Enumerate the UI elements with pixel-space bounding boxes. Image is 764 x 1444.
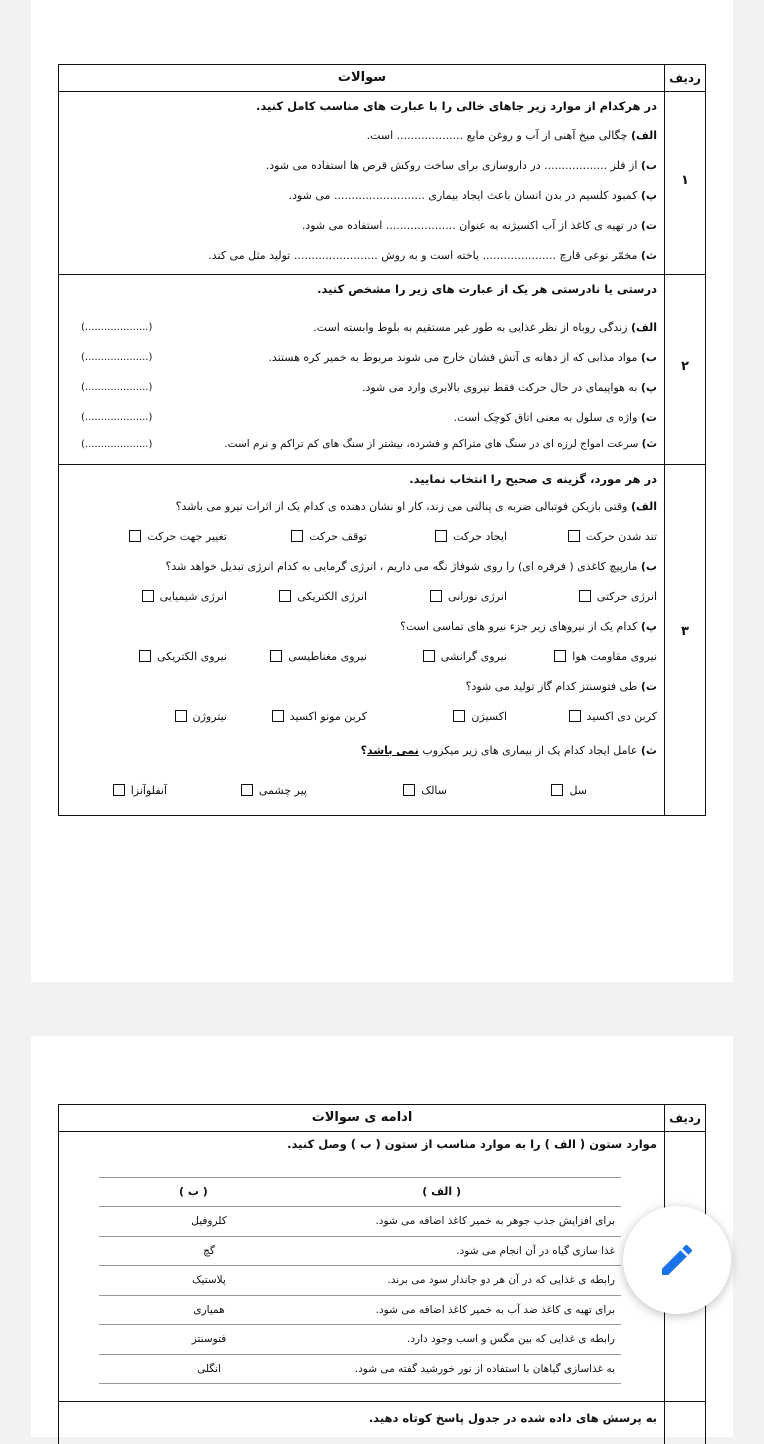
answer-blank: (....................) xyxy=(81,412,153,423)
section-1 xyxy=(59,91,705,275)
table-header xyxy=(59,65,705,92)
option[interactable]: تند شدن حرکت xyxy=(568,526,657,546)
question-item: پ) کدام یک از نیروهای زیر جزء نیرو های تماسی است؟ xyxy=(400,620,657,633)
radif-header: ردیف xyxy=(669,71,701,85)
questions-header: سوالات xyxy=(337,70,387,85)
checkbox[interactable] xyxy=(139,650,151,662)
options-row xyxy=(75,780,657,800)
column-a-header: ( الف ) xyxy=(422,1185,461,1198)
option[interactable]: ایجاد حرکت xyxy=(435,526,507,546)
checkbox[interactable] xyxy=(579,590,591,602)
table-row: رابطه ی غذایی که بین مگس و اسب وجود دارد. فتوسنتز xyxy=(99,1325,621,1355)
option[interactable]: نیروی مقاومت هوا xyxy=(554,646,657,666)
matching-table-header xyxy=(99,1177,621,1207)
checkbox[interactable] xyxy=(279,590,291,602)
question-item: الف) وقتی بازیکن فوتبالی ضربه ی پنالتی می زند، کار او نشان دهنده ی کدام یک از اثرات نیرو می باشد؟ xyxy=(175,500,657,513)
worksheet-page-1 xyxy=(31,0,733,982)
question-item: ث) عامل ایجاد کدام یک از بیماری های زیر میکروب نمی باشد؟ xyxy=(360,744,657,757)
option[interactable]: نیروی گرانشی xyxy=(423,646,507,666)
option[interactable]: نیروی مغناطیسی xyxy=(270,646,367,666)
edit-button[interactable] xyxy=(623,1206,731,1314)
next-section-instruction: به پرسش های داده شده در جدول پاسخ کوتاه دهید. xyxy=(368,1411,657,1425)
checkbox[interactable] xyxy=(142,590,154,602)
option[interactable]: انرژی الکتریکی xyxy=(279,586,367,606)
options-row xyxy=(75,526,657,546)
option[interactable]: سالک xyxy=(403,780,447,800)
options-row xyxy=(75,706,657,726)
answer-blank: (....................) xyxy=(81,352,153,363)
question-item: ت) واژه ی سلول به معنی اتاق کوچک است. xyxy=(453,411,657,424)
checkbox[interactable] xyxy=(241,784,253,796)
options-row xyxy=(75,586,657,606)
questions-table xyxy=(58,64,706,816)
checkbox[interactable] xyxy=(270,650,282,662)
checkbox[interactable] xyxy=(430,590,442,602)
checkbox[interactable] xyxy=(291,530,303,542)
question-item: پ) به هواپیمای در حال حرکت فقط نیروی بالابری وارد می شود. xyxy=(361,381,657,394)
checkbox[interactable] xyxy=(554,650,566,662)
answer-blank: (....................) xyxy=(81,382,153,393)
question-item: ث) مخمّر نوعی قارچ ..................... یاخته است و به روش ........................ تولید مثل می کند. xyxy=(208,249,657,262)
table-header xyxy=(59,1105,705,1132)
question-item: پ) کمبود کلسیم در بدن انسان باعث ایجاد بیماری .......................... می شود. xyxy=(288,189,657,202)
matching-section xyxy=(59,1131,705,1402)
questions-header: ادامه ی سوالات xyxy=(311,1110,413,1125)
radif-header: ردیف xyxy=(669,1111,701,1125)
question-item: ب) از فلز .................. در داروسازی برای ساخت روکش قرص ها استفاده می شود. xyxy=(265,159,657,172)
option[interactable]: آنفلوآنزا xyxy=(113,780,167,800)
checkbox[interactable] xyxy=(175,710,187,722)
section-instruction: درستی یا نادرستی هر یک از عبارت های زیر را مشخص کنید. xyxy=(317,282,657,296)
table-row: غذا سازی گیاه در آن انجام می شود. گچ xyxy=(99,1237,621,1267)
option[interactable]: تغییر جهت حرکت xyxy=(129,526,227,546)
question-item: ت) طی فتوسنتز کدام گاز تولید می شود؟ xyxy=(465,680,657,693)
section-instruction: موارد ستون ( الف ) را به موارد مناسب از ستون ( ب ) وصل کنید. xyxy=(287,1137,657,1151)
section-number: ۳ xyxy=(681,624,689,639)
option[interactable]: انرژی حرکتی xyxy=(579,586,657,606)
question-item: ت) در تهیه ی کاغذ از آب اکسیژنه به عنوان .................... استفاده می شود. xyxy=(301,219,657,232)
checkbox[interactable] xyxy=(569,710,581,722)
checkbox[interactable] xyxy=(435,530,447,542)
table-row: برای تهیه ی کاغذ ضد آب به خمیر کاغذ اضافه می شود. همیاری xyxy=(99,1296,621,1326)
question-item: ب) مواد مذابی که از دهانه ی آتش فشان خارج می شوند مربوط به خمیر کره هستند. xyxy=(268,351,657,364)
section-instruction: در هر مورد، گزینه ی صحیح را انتخاب نمایید. xyxy=(409,472,657,486)
options-row xyxy=(75,646,657,666)
option[interactable]: انرژی شیمیایی xyxy=(142,586,227,606)
checkbox[interactable] xyxy=(129,530,141,542)
questions-continued-table xyxy=(58,1104,706,1444)
section-instruction: در هرکدام از موارد زیر جاهای خالی را با عبارت های مناسب کامل کنید. xyxy=(255,99,657,113)
section-2 xyxy=(59,274,705,465)
checkbox[interactable] xyxy=(568,530,580,542)
answer-blank: (....................) xyxy=(81,322,153,333)
table-row: رابطه ی غذایی که در آن هر دو جاندار سود می برند. پلاستیک xyxy=(99,1266,621,1296)
table-row: به غذاسازی گیاهان با استفاده از نور خورشید گفته می شود. انگلی xyxy=(99,1355,621,1385)
column-b-header: ( ب ) xyxy=(179,1185,208,1198)
option[interactable]: کربن مونو اکسید xyxy=(272,706,367,726)
section-3 xyxy=(59,464,705,815)
section-number: ۱ xyxy=(681,173,689,188)
matching-table xyxy=(99,1177,621,1384)
section-number: ۲ xyxy=(681,359,689,374)
question-item: ث) سرعت امواج لرزه ای در سنگ های متراکم و فشرده، بیشتر از سنگ های کم تراکم و نرم است. xyxy=(224,438,657,450)
answer-blank: (....................) xyxy=(81,439,153,450)
option[interactable]: اکسیژن xyxy=(453,706,507,726)
option[interactable]: توقف حرکت xyxy=(291,526,367,546)
pencil-icon xyxy=(657,1240,697,1280)
checkbox[interactable] xyxy=(113,784,125,796)
table-row: برای افزایش جذب جوهر به خمیر کاغذ اضافه می شود. کلروفیل xyxy=(99,1207,621,1237)
option[interactable]: انرژی نورانی xyxy=(430,586,507,606)
question-item: الف) چگالی میخ آهنی از آب و روغن مایع ................... است. xyxy=(366,129,657,142)
checkbox[interactable] xyxy=(453,710,465,722)
checkbox[interactable] xyxy=(423,650,435,662)
question-item: الف) زندگی روباه از نظر غذایی به طور غیر مستقیم به بلوط وابسته است. xyxy=(313,321,657,334)
option[interactable]: سل xyxy=(551,780,587,800)
option[interactable]: نیتروژن xyxy=(175,706,227,726)
option[interactable]: نیروی الکتریکی xyxy=(139,646,227,666)
question-item: ب) مارپیچ کاغذی ( فرفره ای) را روی شوفاژ نگه می داریم ، انرژی گرمایی به کدام انرژی تبدیل خواهد شد؟ xyxy=(165,560,657,573)
checkbox[interactable] xyxy=(403,784,415,796)
option[interactable]: کربن دی اکسید xyxy=(569,706,657,726)
option[interactable]: پیر چشمی xyxy=(241,780,307,800)
checkbox[interactable] xyxy=(272,710,284,722)
checkbox[interactable] xyxy=(551,784,563,796)
